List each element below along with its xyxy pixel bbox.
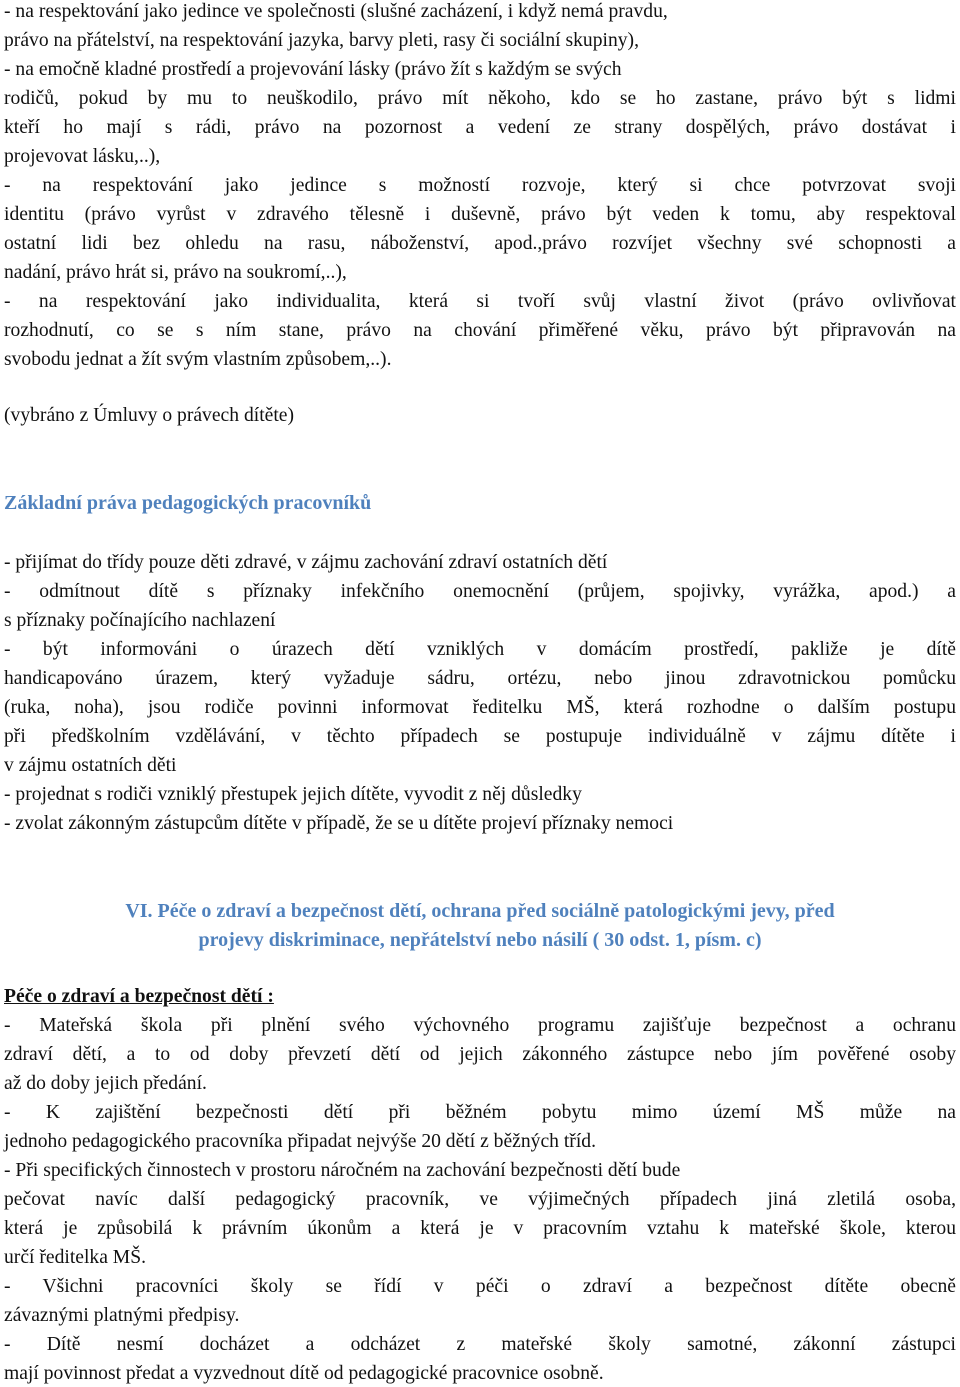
rights-text-line: rozhodnutí, co se s ním stane, právo na chování přiměřené věku, právo být připravován na: [4, 320, 956, 341]
health-safety-text-line: až do doby jejich předání.: [4, 1073, 207, 1094]
teacher-rights-text-line: - projednat s rodiči vzniklý přestupek jejich dítěte, vyvodit z něj důsledky: [4, 784, 582, 805]
section-heading-line-1: VI. Péče o zdraví a bezpečnost dětí, ochrana před sociálně patologickými jevy, před: [125, 900, 835, 922]
rights-text-line: - na respektování jako individualita, která si tvoří svůj vlastní život (právo ovlivňovat: [4, 291, 956, 312]
teacher-rights-text-line: - přijímat do třídy pouze děti zdravé, v zájmu zachování zdraví ostatních dětí: [4, 552, 608, 573]
rights-text-line: právo na přátelství, na respektování jazyka, barvy pleti, rasy či sociální skupiny),: [4, 30, 639, 51]
health-safety-text-line: - Všichni pracovníci školy se řídí v péči o zdraví a bezpečnost dítěte obecně: [4, 1276, 956, 1297]
rights-text-line: - na emočně kladné prostředí a projevování lásky (právo žít s každým se svých: [4, 59, 622, 80]
teacher-rights-text-line: - odmítnout dítě s příznaky infekčního onemocnění (průjem, spojivky, vyrážka, apod.) a: [4, 581, 956, 602]
rights-text-line: svobodu jednat a žít svým vlastním způsobem,..).: [4, 349, 392, 370]
rights-text-line: ostatní lidi bez ohledu na rasu, náboženství, apod.,právo rozvíjet všechny své schopnosti a: [4, 233, 956, 254]
section-heading-line-2: projevy diskriminace, nepřátelství nebo násilí ( 30 odst. 1, písm. c): [198, 929, 762, 951]
teacher-rights-text-line: handicapováno úrazem, který vyžaduje sádru, ortézu, nebo jinou zdravotnickou pomůcku: [4, 668, 956, 689]
health-safety-text-line: závaznými platnými předpisy.: [4, 1305, 240, 1326]
rights-text-line: kteří ho mají s rádi, právo na pozornost a vedení ze strany dospělých, právo dostávat i: [4, 117, 956, 138]
health-safety-text-line: jednoho pedagogického pracovníka připadat nejvýše 20 dětí z běžných tříd.: [4, 1131, 596, 1152]
health-safety-text-line: - Mateřská škola při plnění svého výchovného programu zajišťuje bezpečnost a ochranu: [4, 1015, 956, 1036]
rights-text-line: - na respektování jako jedince ve společnosti (slušné zacházení, i když nemá pravdu,: [4, 1, 668, 22]
teacher-rights-text-line: v zájmu ostatních děti: [4, 755, 177, 776]
subheading-health-safety: Péče o zdraví a bezpečnost dětí :: [4, 986, 274, 1007]
rights-text-line: projevovat lásku,..),: [4, 146, 161, 167]
teacher-rights-text-line: - být informováni o úrazech dětí vzniklých v domácím prostředí, pakliže je dítě: [4, 639, 956, 660]
heading-basic-rights: Základní práva pedagogických pracovníků: [4, 492, 372, 514]
health-safety-text-line: - Při specifických činnostech v prostoru náročném na zachování bezpečnosti dětí bude: [4, 1160, 681, 1181]
rights-text-line: rodičů, pokud by mu to neuškodilo, právo mít někoho, kdo se ho zastane, právo být s lidmi: [4, 88, 956, 109]
health-safety-text-line: která je způsobilá k právním úkonům a která je v pracovním vztahu k mateřské škole, kterou: [4, 1218, 956, 1239]
rights-text-line: nadání, právo hrát si, právo na soukromí,..),: [4, 262, 347, 283]
rights-text-line: identitu (právo vyrůst v zdravého tělesně i duševně, právo být veden k tomu, aby respektoval: [4, 204, 956, 225]
teacher-rights-text-line: s příznaky počínajícího nachlazení: [4, 610, 276, 631]
teacher-rights-text-line: (ruka, noha), jsou rodiče povinni informovat ředitelku MŠ, která rozhodne o dalším postupu: [4, 697, 956, 718]
rights-text-line: - na respektování jako jedince s možností rozvoje, který si chce potvrzovat svoji: [4, 175, 956, 196]
health-safety-text-line: zdraví dětí, a to od doby převzetí dětí od jejich zákonného zástupce nebo jím pověřené osoby: [4, 1044, 956, 1065]
health-safety-text-line: - K zajištění bezpečnosti dětí při běžném pobytu mimo území MŠ může na: [4, 1102, 956, 1123]
teacher-rights-text-line: - zvolat zákonným zástupcům dítěte v případě, že se u dítěte projeví příznaky nemoci: [4, 813, 674, 834]
health-safety-text-line: - Dítě nesmí docházet a odcházet z mateřské školy samotné, zákonní zástupci: [4, 1334, 956, 1355]
health-safety-text-line: pečovat navíc další pedagogický pracovník, ve výjimečných případech jiná zletilá osoba,: [4, 1189, 956, 1210]
health-safety-text-line: mají povinnost předat a vyzvednout dítě od pedagogické pracovnice osobně.: [4, 1363, 604, 1384]
rights-text-line: (vybráno z Úmluvy o právech dítěte): [4, 405, 294, 426]
teacher-rights-text-line: při předškolním vzdělávání, v těchto případech se postupuje individuálně v zájmu dítěte i: [4, 726, 956, 747]
health-safety-text-line: určí ředitelka MŠ.: [4, 1247, 147, 1268]
